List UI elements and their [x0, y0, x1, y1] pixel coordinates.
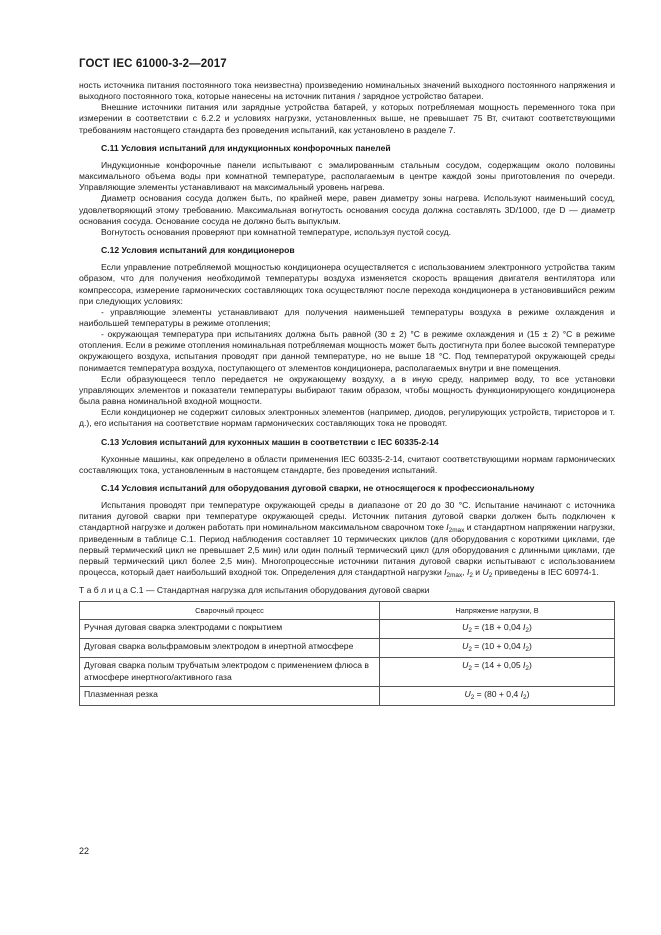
page-header: ГОСТ IEC 61000-3-2—2017 — [79, 58, 227, 70]
column-header-process: Сварочный процесс — [80, 602, 380, 620]
c12-paragraph-5: Если кондиционер не содержит силовых электронных элементов (например, диодов, регулирующих устройств, тиристоров и т. д.), его испытания на соответствие нормам гармонических составляющих тока не проводят. — [79, 407, 615, 429]
table-row — [80, 687, 615, 706]
voltage-formula-cell: $U_2 = (10 + 0,04$ $I_2$) — [380, 639, 615, 658]
c12-paragraph-1: Если управление потребляемой мощностью кондиционера осуществляется с использованием электронного устройства таким образом, что для получения необходимой температуры воздуха изменяется скорость вращения двигателя вентилятора или компрессора, измерение гармонических составляющих тока осуществляют после перехода кондиционера в установившийся режим при следующих условиях: — [79, 262, 615, 306]
welding-load-table — [79, 601, 615, 706]
c12-paragraph-4: Если образующееся тепло передается не окружающему воздуху, а в иную среду, например воду, то все установки управляющих элементов и показатели температуры выбирают таким образом, чтобы мощность функционирующего кондиционера была равна номинальной входной мощности. — [79, 373, 615, 407]
process-cell: Ручная дуговая сварка электродами с покрытием — [80, 620, 380, 639]
voltage-formula-cell: $U_2 = (18 + 0,04$ $I_2$) — [380, 620, 615, 639]
section-c14-heading: С.14 Условия испытаний для оборудования дуговой сварки, не относящегося к профессиональному — [101, 483, 535, 493]
table-row — [80, 658, 615, 687]
intro-paragraph-2: Внешние источники питания или зарядные устройства батарей, у которых потребляемая мощность переменного тока при измерении в соответствии с 6.2.2 и условиях нагрузки, установленных выше, не превышает 75 Вт, считают соответствующими требованиям настоящего стандарта без проведения испытаний, как установлено в разделе 7. — [79, 102, 615, 135]
c11-paragraph-1: Индукционные конфорочные панели испытывают с эмалированным стальным сосудом, содержащим около половины максимального объема воды при комнатной температуре, располагаемым в центре каждой зоны приготовления по очереди. Управляющие элементы устанавливают на максимальный уровень нагрева. — [79, 159, 615, 193]
process-cell: Дуговая сварка вольфрамовым электродом в инертной атмосфере — [80, 639, 380, 658]
process-cell: Плазменная резка — [80, 687, 380, 706]
section-c11-heading: С.11 Условия испытаний для индукционных конфорочных панелей — [101, 142, 391, 153]
table-caption: Т а б л и ц а С.1 — Стандартная нагрузка для испытания оборудования дуговой сварки — [79, 585, 430, 596]
c14-paragraph-1: Испытания проводят при температуре окружающей среды в диапазоне от 20 до 30 °С. Испытание начинают с источника питания дуговой сварки при температуре окружающей среды. Источник питания дуговой сварки должен быть подключен к стандартной нагрузке и должен работать при номинальном максимальном сварочном токе $I_{2max}$ и стандартном напряжении нагрузки, приведенным в таблице С.1. Период наблюдения составляет 10 термических циклов (для оборудования с короткими циклами, где первый термический цикл не превышает 2,5 мин) или один полный термический цикл (для оборудования с длинными циклами, где первый термический цикл более 2,5 мин). Многопроцессные источники питания дуговой сварки испытывают с использованием процесса, который дает наибольший входной ток. Определения для стандартной нагрузки $I_{2max}$, $I_2$ и $U_2$ приведены в IEC 60974-1. — [79, 500, 616, 580]
c12-paragraph-3: - окружающая температура при испытаниях должна быть равной (30 ± 2) °С в режиме охлаждения и (15 ± 2) °С в режиме отопления. Если в режиме отопления номинальная потребляемая мощность может быть достигнута при более высокой температуре окружающего воздуха, испытания проводят при данной температуре, но не выше 18 °С. Под температурой окружающей среды понимается температура воздуха, поступающего от элементов кондиционера, располагаемых внутри и вне помещения. — [79, 329, 615, 373]
page-body — [79, 80, 615, 706]
section-c12-heading: С.12 Условия испытаний для кондиционеров — [101, 245, 295, 256]
voltage-formula-cell: $U_2 = (80 + 0,4$ $I_2$) — [380, 687, 615, 706]
intro-paragraph-1: ность источника питания постоянного тока неизвестна) произведению номинальных значений выходного постоянного напряжения и выходного постоянного тока, которые нанесены на источник питания / зарядное устройство батареи. — [79, 80, 615, 102]
page-number: 22 — [79, 846, 90, 856]
table-row — [80, 620, 615, 639]
process-cell: Дуговая сварка полым трубчатым электродом с применением флюса в атмосфере инертного/активного газа — [80, 658, 380, 687]
c13-paragraph-1: Кухонные машины, как определено в области применения IEC 60335-2-14, считают соответствующими нормам гармонических составляющих тока, установленным в настоящем стандарте, без проведения испытаний. — [79, 453, 615, 475]
c11-paragraph-2: Диаметр основания сосуда должен быть, по крайней мере, равен диаметру зоны нагрева. Используют наименьший сосуд, удовлетворяющий этому требованию. Максимальная вогнутость основания сосуда должна составлять 3D/1000, где D — диаметр основания сосуда. Основание сосуда не должно быть выпуклым. — [79, 193, 615, 226]
c11-paragraph-3: Вогнутость основания проверяют при комнатной температуре, используя пустой сосуд. — [101, 226, 452, 237]
column-header-voltage: Напряжение нагрузки, В — [380, 602, 615, 620]
table-row — [80, 639, 615, 658]
voltage-formula-cell: $U_2 = (14 + 0,05$ $I_2$) — [380, 658, 615, 687]
section-c13-heading: С.13 Условия испытаний для кухонных машин в соответствии с IEC 60335-2-14 — [101, 436, 439, 447]
c12-paragraph-2: - управляющие элементы устанавливают для получения наименьшей температуры воздуха в режиме охлаждения и наибольшей температуры в режиме отопления; — [79, 306, 615, 328]
